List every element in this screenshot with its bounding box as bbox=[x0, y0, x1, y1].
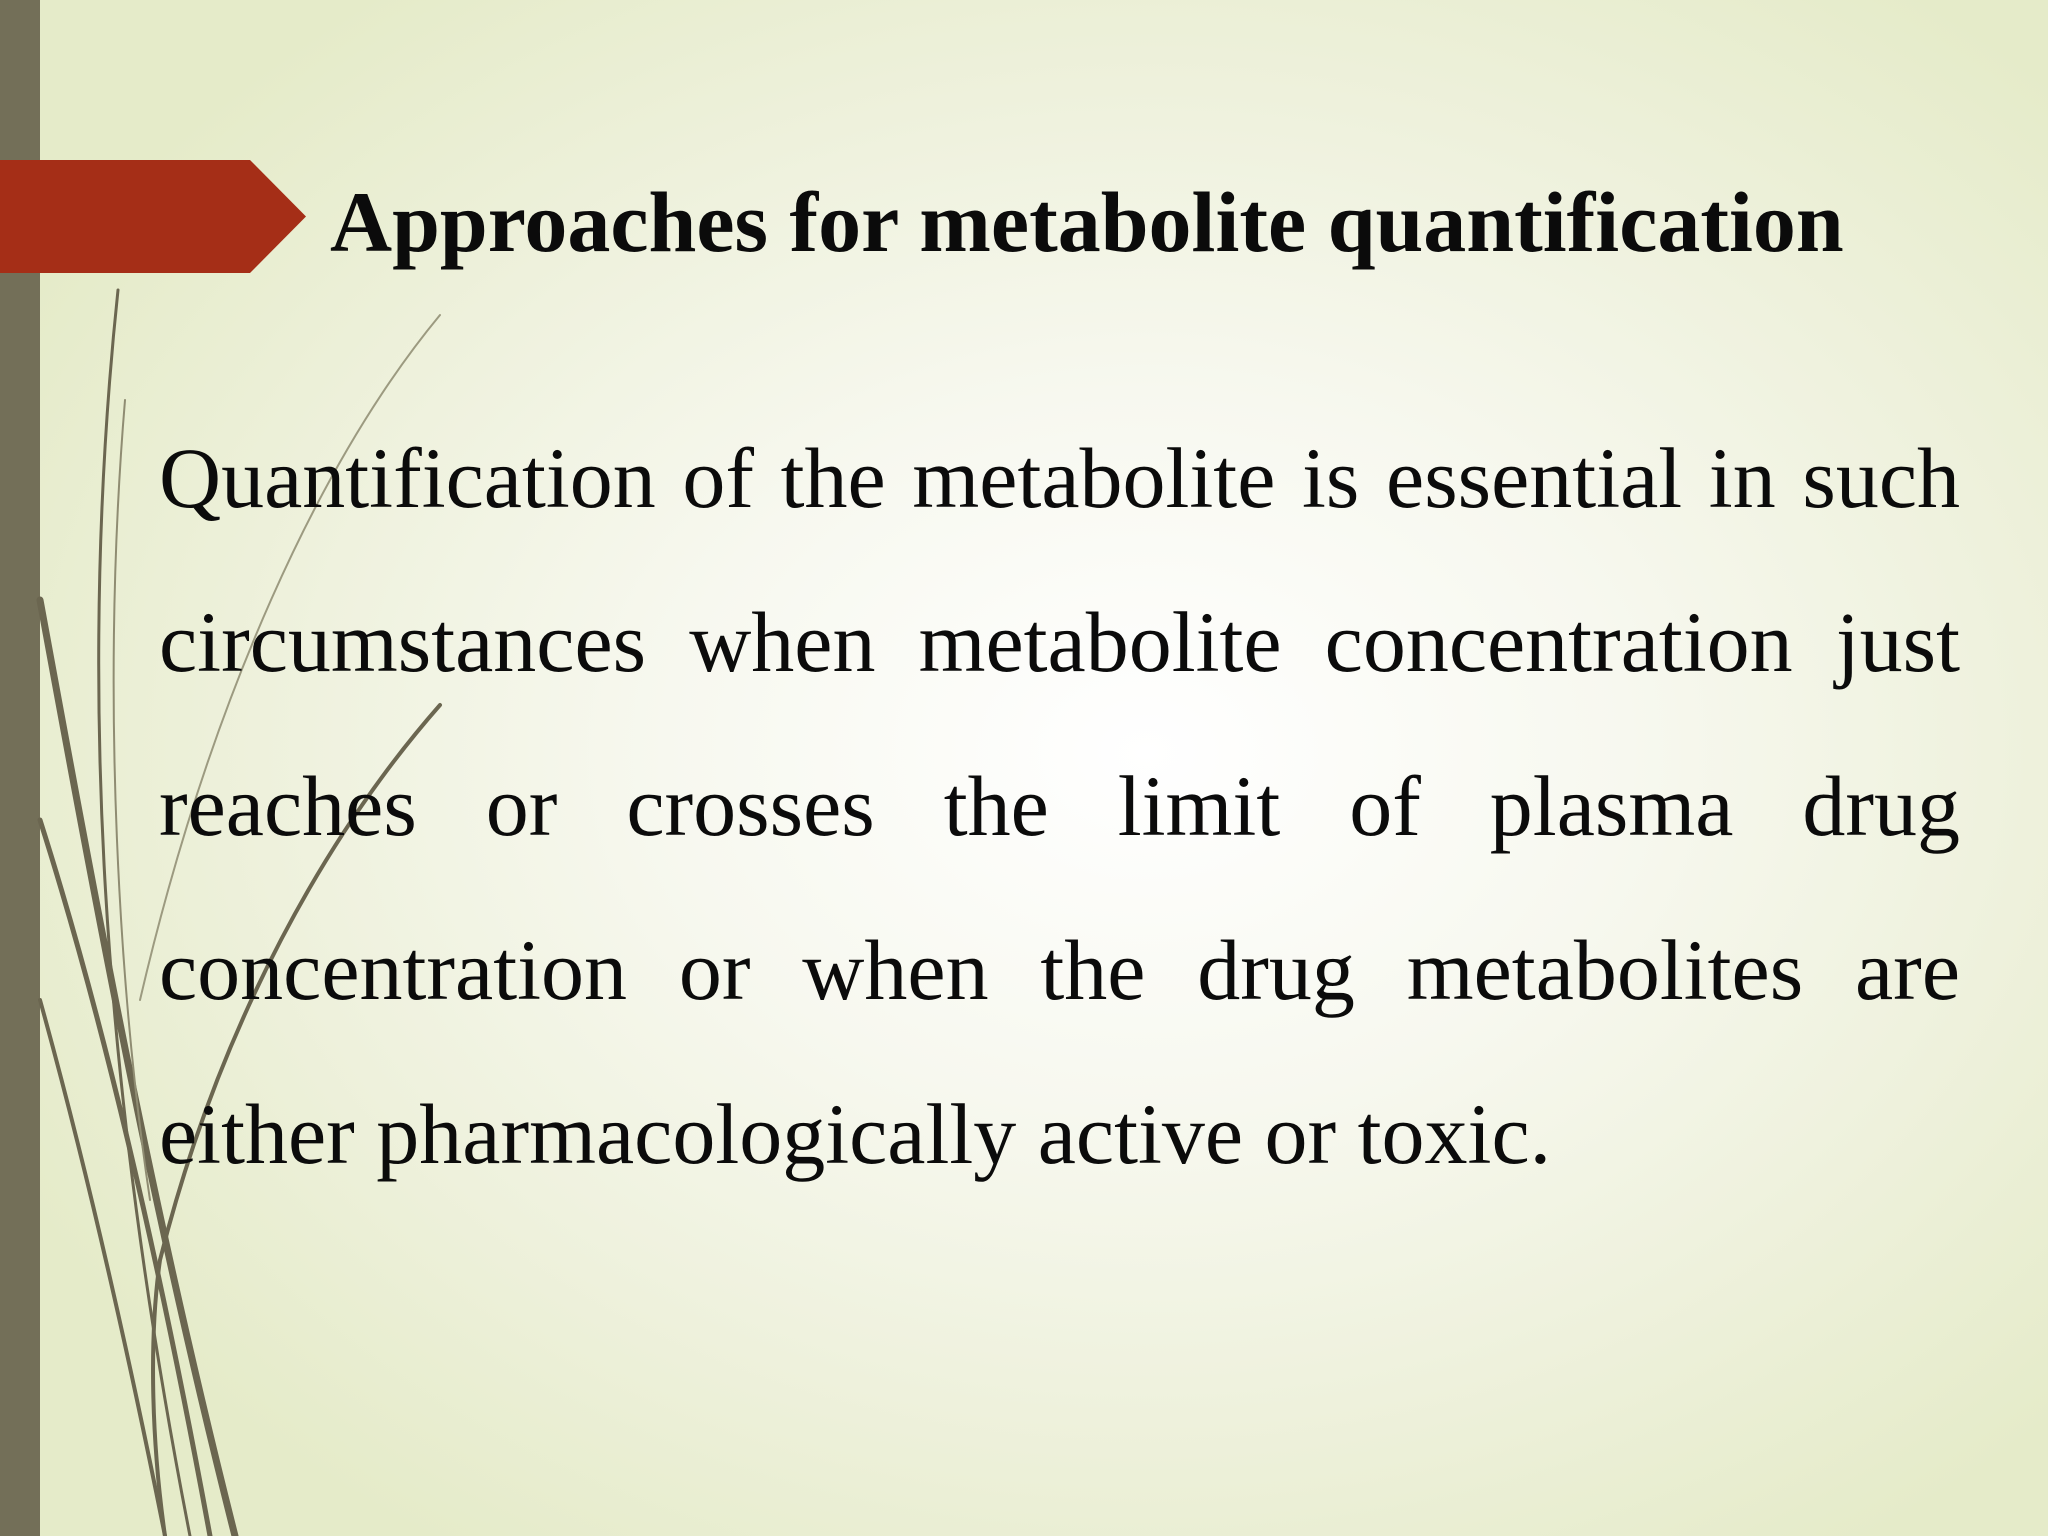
slide-body-text: Quantification of the metabolite is essential in such circumstances when metabolite concentration just reaches or crosses the limit of plasma drug concentration or when the drug metabolites are either pharmacologically active or toxic. bbox=[159, 430, 1960, 1182]
title-arrow-shape-icon bbox=[0, 160, 306, 273]
slide-title: Approaches for metabolite quantification bbox=[330, 174, 1844, 270]
